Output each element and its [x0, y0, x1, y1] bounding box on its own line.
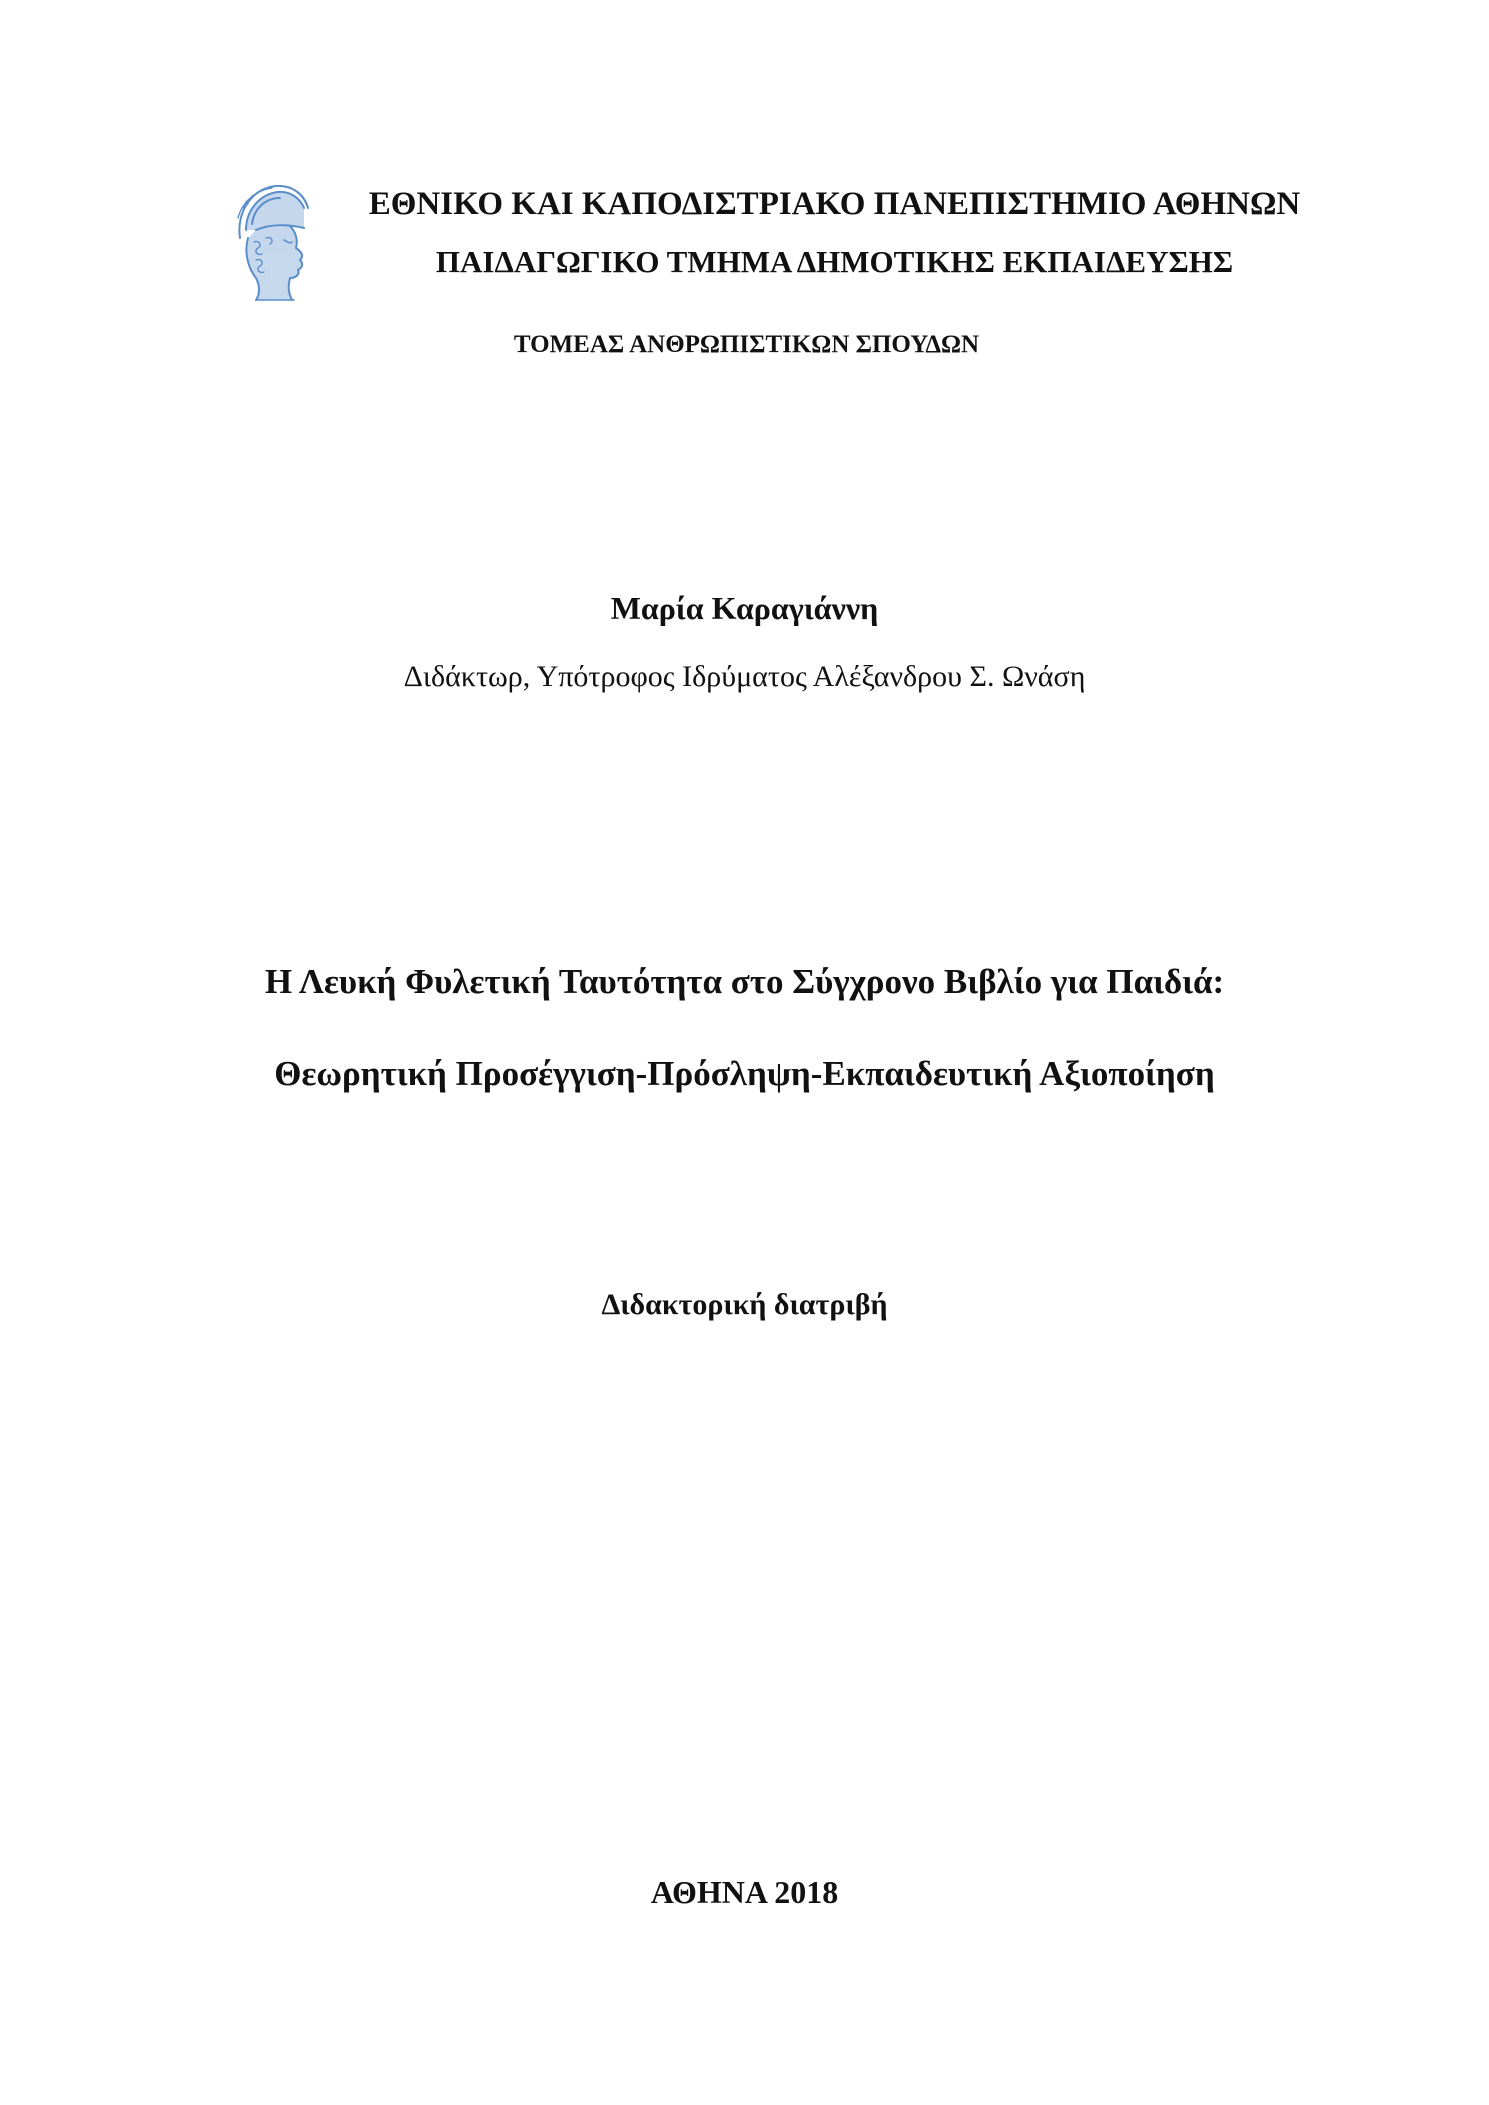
sector-name: ΤΟΜΕΑΣ ΑΝΘΡΩΠΙΣΤΙΚΩΝ ΣΠΟΥΔΩΝ [513, 331, 980, 358]
university-name: ΕΘΝΙΚΟ ΚΑΙ ΚΑΠΟΔΙΣΤΡΙΑΚΟ ΠΑΝΕΠΙΣΤΗΜΙΟ ΑΘΗΝΩΝ [368, 186, 1301, 222]
author-affiliation: Διδάκτωρ, Υπότροφος Ιδρύματος Αλέξανδρου Σ. Ωνάση [403, 660, 1086, 693]
author-name: Μαρία Καραγιάννη [610, 590, 879, 626]
department-name: ΠΑΙΔΑΓΩΓΙΚΟ ΤΜΗΜΑ ΔΗΜΟΤΙΚΗΣ ΕΚΠΑΙΔΕΥΣΗΣ [435, 244, 1234, 279]
document-type: Διδακτορική διατριβή [601, 1288, 888, 1321]
thesis-title-line-2: Θεωρητική Προσέγγιση-Πρόσληψη-Εκπαιδευτική Αξιοποίηση [274, 1054, 1215, 1093]
place-and-year: ΑΘΗΝΑ 2018 [650, 1874, 839, 1910]
thesis-title-line-1: Η Λευκή Φυλετική Ταυτότητα στο Σύγχρονο Βιβλίο για Παιδιά: [264, 962, 1225, 1001]
